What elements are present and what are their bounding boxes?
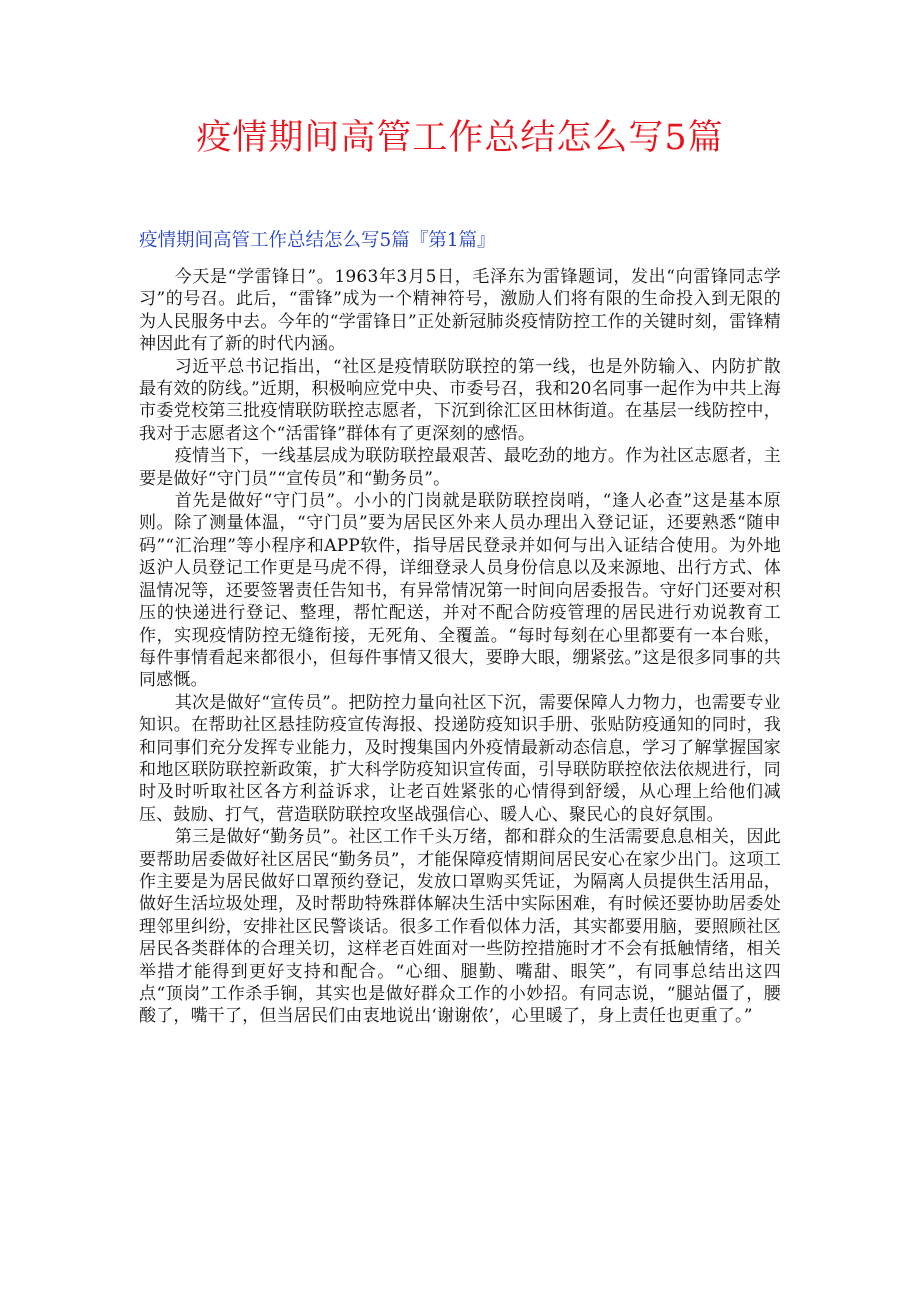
paragraph: 第三是做好“勤务员”。社区工作千头万绪，都和群众的生活需要息息相关，因此要帮助居委做好社区居民“勤务员”，才能保障疫情期间居民安心在家少出门。这项工作主要是为居民做好口罩预约登记，发放口罩购买凭证，为隔离人员提供生活用品，做好生活垃圾处理，及时帮助特殊群体解决生活中实际困难，有时候还要协助居委处理邻里纠纷，安排社区民警谈话。很多工作看似体力活，其实都要用脑，要照顾社区居民各类群体的合理关切，这样老百姓面对一些防控措施时才不会有抵触情绪，相关举措才能得到更好支持和配合。“心细、腿勤、嘴甜、眼笑”，有同事总结出这四点“顶岗”工作杀手锏，其实也是做好群众工作的小妙招。有同志说，“腿站僵了，腰酸了，嘴干了，但当居民们由衷地说出‘谢谢侬’，心里暖了，身上责任也更重了。” xyxy=(139,827,781,1027)
section-heading: 疫情期间高管工作总结怎么写5篇『第1篇』 xyxy=(139,230,496,251)
document-body xyxy=(139,266,781,1028)
paragraph: 习近平总书记指出，“社区是疫情联防联控的第一线，也是外防输入、内防扩散最有效的防线。”近期，积极响应党中央、市委号召，我和20名同事一起作为中共上海市委党校第三批疫情联防联控志愿者，下沉到徐汇区田林街道。在基层一线防控中，我对于志愿者这个“活雷锋”群体有了更深刻的感悟。 xyxy=(139,356,781,444)
paragraph: 疫情当下，一线基层成为联防联控最艰苦、最吃劲的地方。作为社区志愿者，主要是做好“守门员”“宣传员”和“勤务员”。 xyxy=(139,446,781,489)
document-title: 疫情期间高管工作总结怎么写5篇 xyxy=(196,118,724,158)
paragraph: 首先是做好“守门员”。小小的门岗就是联防联控岗哨，“逢人必查”这是基本原则。除了测量体温，“守门员”要为居民区外来人员办理出入登记证，还要熟悉“随申码”“汇治理”等小程序和APP软件，指导居民登录并如何与出入证结合使用。为外地返沪人员登记工作更是马虎不得，详细登录人员身份信息以及来源地、出行方式、体温情况等，还要签署责任告知书，有异常情况第一时间向居委报告。守好门还要对积压的快递进行登记、整理，帮忙配送，并对不配合防疫管理的居民进行劝说教育工作，实现疫情防控无缝衔接，无死角、全覆盖。“每时每刻在心里都要有一本台账，每件事情看起来都很小，但每件事情又很大，要睁大眼，绷紧弦。”这是很多同事的共同感慨。 xyxy=(139,491,781,691)
paragraph: 其次是做好“宣传员”。把防控力量向社区下沉，需要保障人力物力，也需要专业知识。在帮助社区悬挂防疫宣传海报、投递防疫知识手册、张贴防疫通知的同时，我和同事们充分发挥专业能力，及时搜集国内外疫情最新动态信息，学习了解掌握国家和地区联防联控新政策，扩大科学防疫知识宣传面，引导联防联控依法依规进行，同时及时听取社区各方利益诉求，让老百姓紧张的心情得到舒缓，从心理上给他们减压、鼓励、打气，营造联防联控攻坚战强信心、暖人心、聚民心的良好氛围。 xyxy=(139,692,781,825)
paragraph: 今天是“学雷锋日”。1963年3月5日，毛泽东为雷锋题词，发出“向雷锋同志学习”的号召。此后，“雷锋”成为一个精神符号，激励人们将有限的生命投入到无限的为人民服务中去。今年的“学雷锋日”正处新冠肺炎疫情防控工作的关键时刻，雷锋精神因此有了新的时代内涵。 xyxy=(139,267,781,355)
